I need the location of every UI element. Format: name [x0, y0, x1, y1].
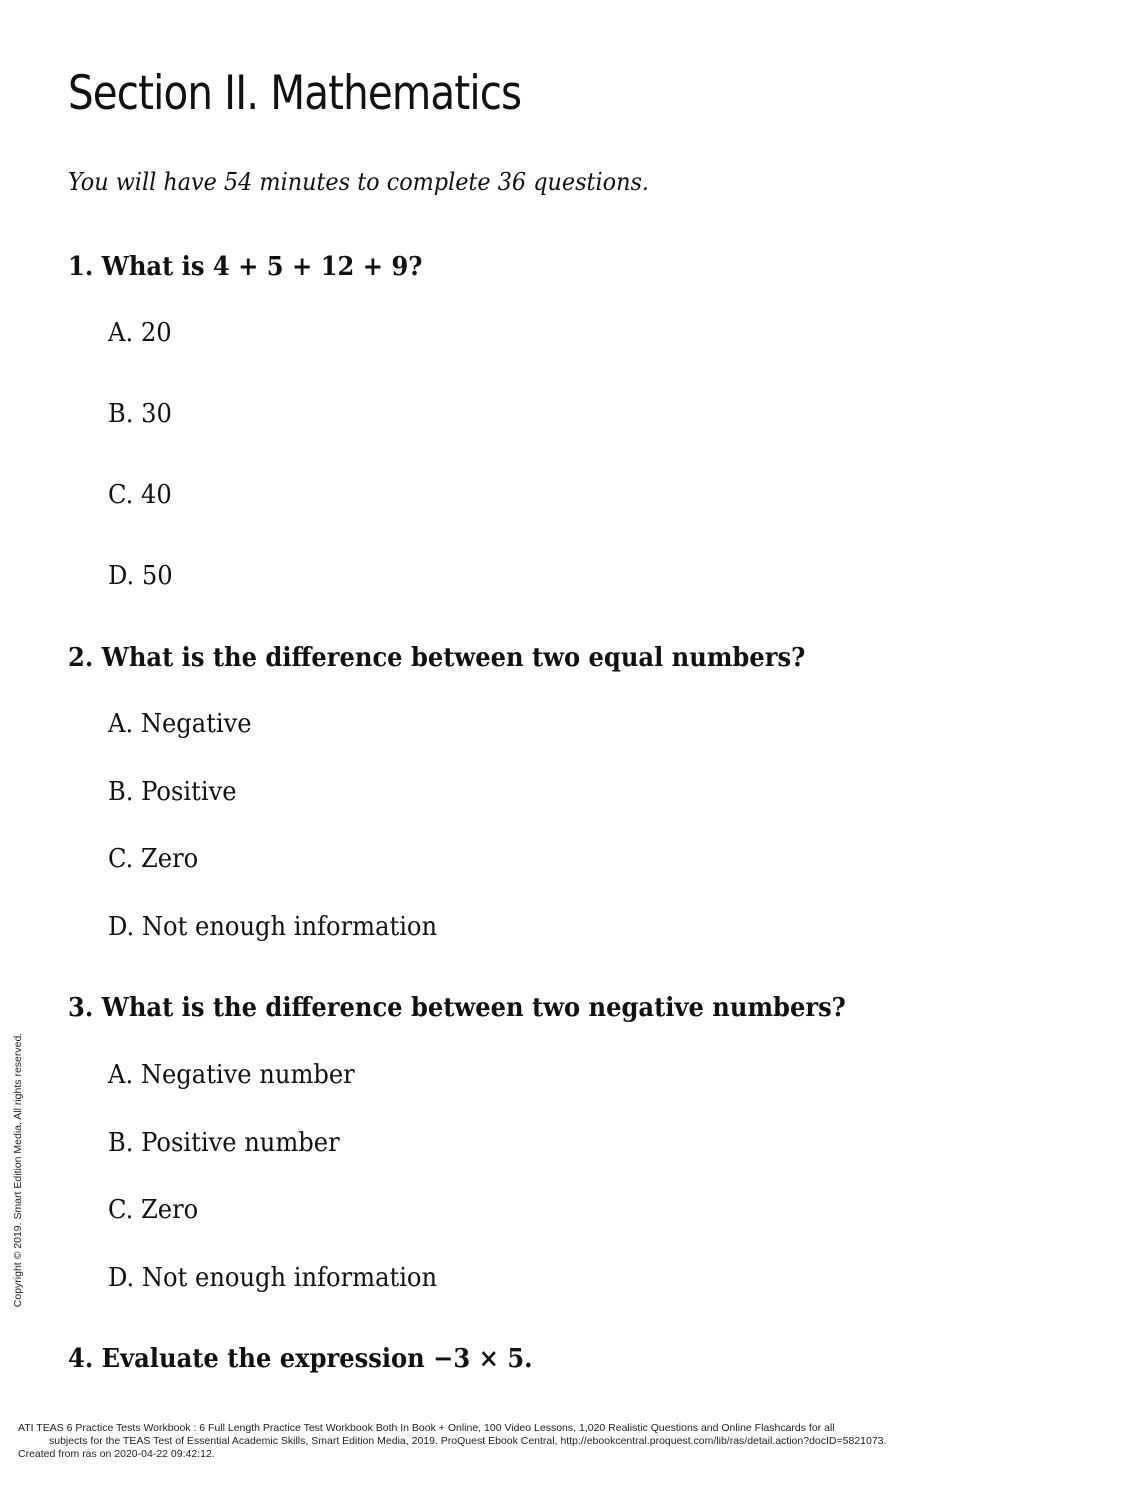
question-1-option-c: C. 40 — [108, 480, 172, 510]
footer-line-1: ATI TEAS 6 Practice Tests Workbook : 6 Full Length Practice Test Workbook Both In Book + Online, 100 Video Lessons, 1,020 Realistic Questions and Online Flashcards for all — [18, 1422, 835, 1434]
question-3-option-b: B. Positive number — [108, 1128, 340, 1158]
question-3-option-c: C. Zero — [108, 1195, 199, 1225]
question-2-option-a: A. Negative — [108, 709, 252, 739]
footer-line-2: subjects for the TEAS Test of Essential Academic Skills, Smart Edition Media, 2019. ProQuest Ebook Central, http://ebookcentral.proquest.com/lib/ras/detail.action?docID=5821073. — [49, 1435, 887, 1447]
question-2-option-c: C. Zero — [108, 844, 199, 874]
question-3-option-d: D. Not enough information — [108, 1263, 438, 1293]
question-3-option-a: A. Negative number — [108, 1060, 355, 1090]
question-1-option-a: A. 20 — [108, 318, 172, 348]
question-2-option-b: B. Positive — [108, 777, 237, 807]
footer-citation — [18, 1422, 886, 1461]
section-instructions: You will have 54 minutes to complete 36 questions. — [68, 168, 650, 196]
question-1-option-d: D. 50 — [108, 561, 173, 591]
question-2-option-d: D. Not enough information — [108, 912, 438, 942]
footer-line-3: Created from ras on 2020-04-22 09:42:12. — [18, 1448, 215, 1460]
question-2-prompt: 2. What is the difference between two equal numbers? — [68, 643, 806, 673]
side-copyright-notice: Copyright © 2019. Smart Edition Media. All rights reserved. — [12, 1032, 24, 1308]
section-title: Section II. Mathematics — [68, 66, 522, 121]
question-1-option-b: B. 30 — [108, 399, 172, 429]
question-3-prompt: 3. What is the difference between two negative numbers? — [68, 993, 846, 1023]
question-4-prompt: 4. Evaluate the expression −3 × 5. — [68, 1344, 533, 1374]
question-1-prompt: 1. What is 4 + 5 + 12 + 9? — [68, 252, 423, 282]
